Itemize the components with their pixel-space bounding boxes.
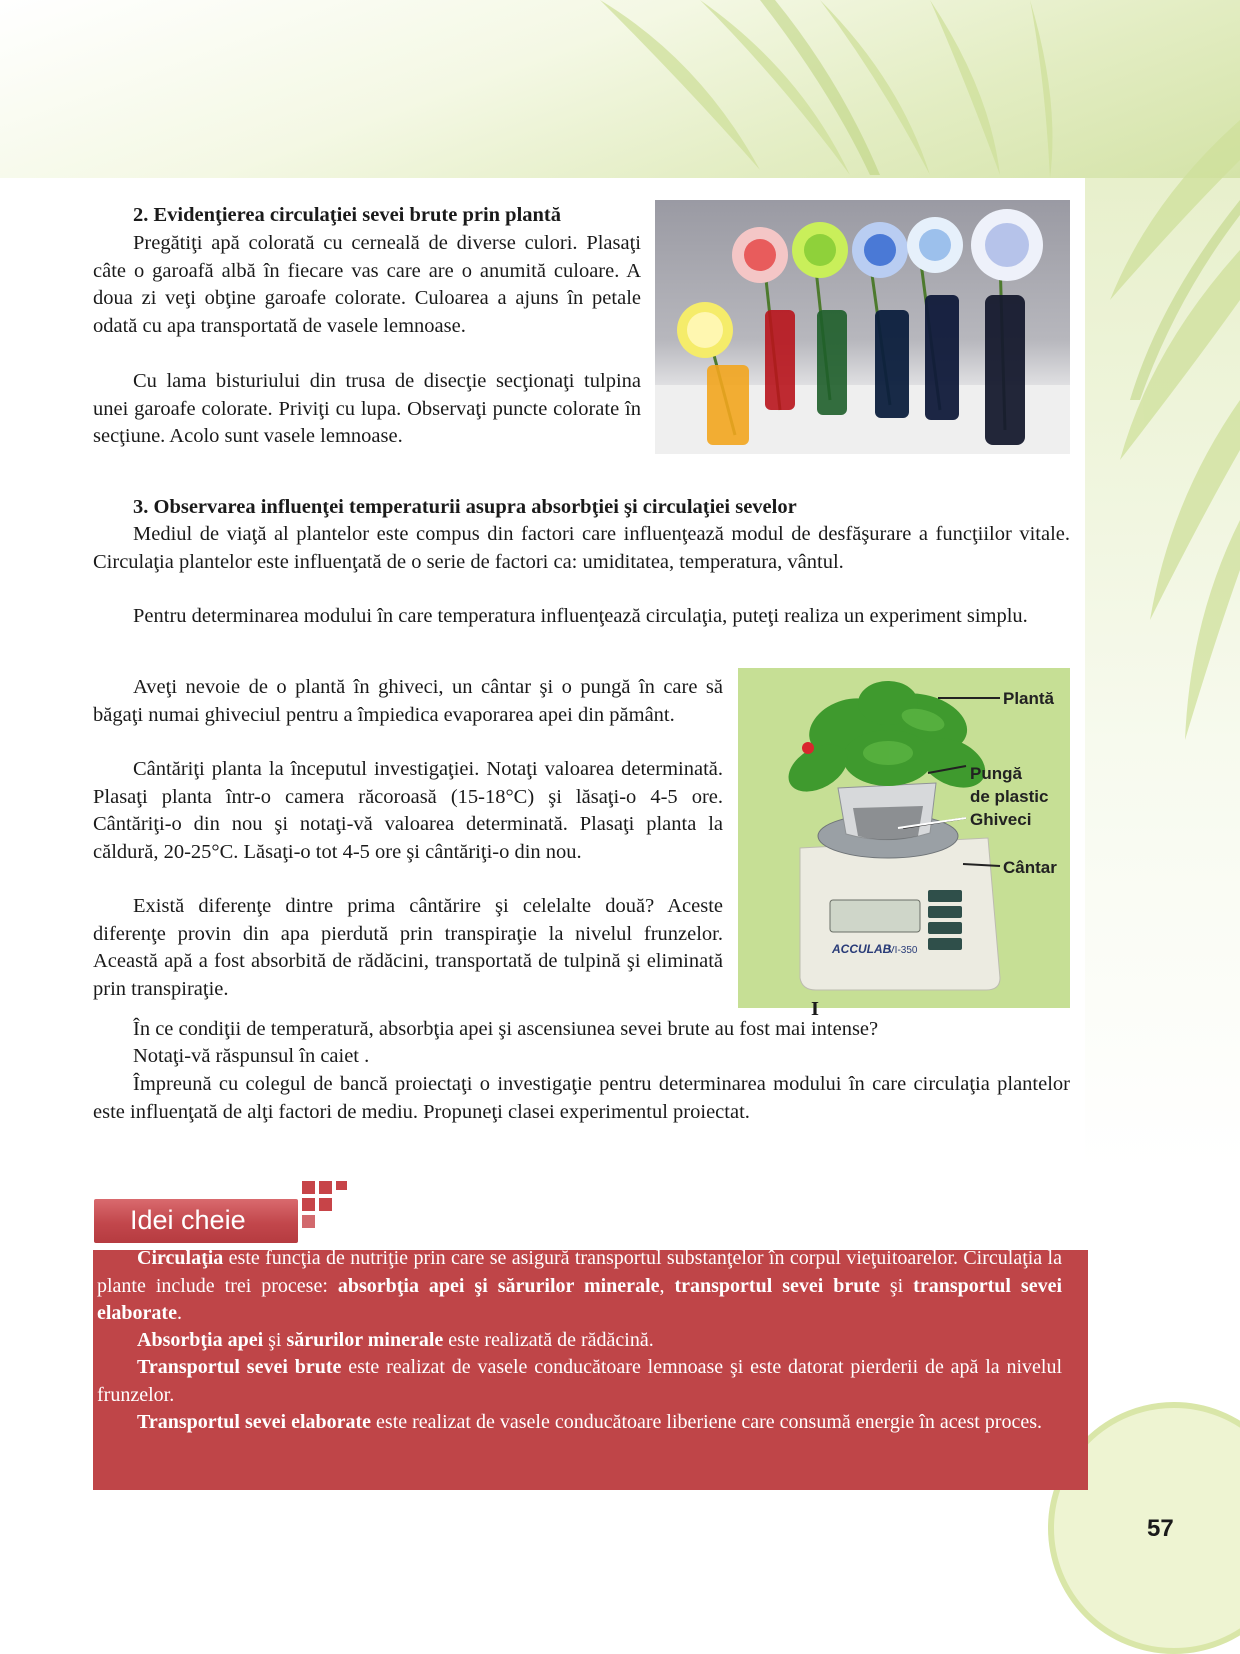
section2-paragraph-1: Pregătiţi apă colorată cu cerneală de diverse culori. Plasaţi câte o garoafă albă în fiecare vas care are o anumită culoare. A doua zi veţi obţine garoafe colorate. Culoarea a ajuns în petale odată cu apa transportată de vasele lemnoase. (93, 232, 641, 337)
black-vase (985, 295, 1025, 445)
key-idea-4: Transportul sevei elaborate este realizat de vasele conducătoare liberiene care consumă energie în acest proces. (137, 1411, 1042, 1433)
section3-heading: 3. Observarea influenţei temperaturii asupra absorbţiei şi circulaţiei sevelor (133, 496, 797, 518)
key-ideas-title: Idei cheie (130, 1205, 246, 1235)
section3-question: În ce condiţii de temperatură, absorbţia apei şi ascensiunea sevei brute au fost mai intense? (133, 1018, 879, 1040)
label-pot: Ghiveci (970, 810, 1032, 829)
section3-paragraph-1: Mediul de viaţă al plantelor este compus din factori care influenţează modul de desfăşurare a funcţiilor vitale. Circulaţia plantelor este influenţată de o serie de factori ca: umiditatea, temperatura, vântul. (93, 523, 1070, 573)
section3-paragraph-4: Cântăriţi planta la începutul investigaţiei. Notaţi valoarea determinată. Plasaţi planta într-o camera răcoroasă (15-18°C) şi lăsaţi-o 4-5 ore. Cântăriţi-o din nou şi notaţi-vă valoarea determinată. Plasaţi planta la căldură, 20-25°C. Lăsaţi-o tot 4-5 ore şi cântăriţi-o din nou. (93, 758, 723, 863)
tab-decor-square (302, 1215, 315, 1228)
plant-scale-photo (738, 668, 1070, 1008)
section3-note: Notaţi-vă răspunsul în caiet . (133, 1045, 370, 1067)
carnations-photo (655, 200, 1070, 454)
tab-decor-square (336, 1181, 347, 1190)
flower-bud (802, 742, 814, 754)
red-vase (765, 310, 795, 410)
dark-blue-vase (925, 295, 959, 420)
tab-decor-square (302, 1181, 315, 1194)
section3-paragraph-6: Împreună cu colegul de bancă proiectaţi o investigaţie pentru determinarea modului în care circulaţia plantelor este influenţată de alţi factori de mediu. Propuneţi clasei experimentul proiectat. (93, 1073, 1070, 1123)
page-number: 57 (1147, 1515, 1174, 1542)
blue-vase (875, 310, 909, 418)
section2-paragraph-2: Cu lama bisturiului din trusa de disecţie secţionaţi tulpina unei garoafe colorate. Priviţi cu lupa. Observaţi puncte colorate în secţiune. Acolo sunt vasele lemnoase. (93, 370, 641, 447)
scale-brand: ACCULAB (832, 942, 892, 956)
label-bag-line1: Pungă (970, 764, 1022, 783)
key-idea-3: Transportul sevei brute este realizat de vasele conducătoare lemnoase şi este datorat pierderii de apă la nivelul frunzelor. (97, 1356, 1063, 1406)
key-idea-1: Circulaţia este funcţia de nutriţie prin care se asigură transportul substanţelor în corpul vieţuitoarelor. Circulaţia la plante include trei procese: absorbţia apei şi sărurilor minerale, transportul sevei brute şi transportul sevei elaborate. (97, 1247, 1063, 1324)
figure-marker: I (811, 998, 819, 1020)
label-scale: Cântar (1003, 858, 1057, 877)
orange-vase (707, 365, 749, 445)
tab-decor-square (319, 1198, 332, 1211)
key-ideas-tab (94, 1199, 298, 1243)
key-idea-2: Absorbţia apei şi sărurilor minerale este realizată de rădăcină. (137, 1329, 654, 1351)
scale-model: VI-350 (888, 945, 918, 956)
section3-paragraph-3: Aveţi nevoie de o plantă în ghiveci, un cântar şi o pungă în care să băgaţi numai ghiveciul pentru a împiedica evaporarea apei din pământ. (93, 676, 723, 726)
label-plant: Plantă (1003, 689, 1055, 708)
pot (853, 806, 923, 840)
section2-heading: 2. Evidenţierea circulaţiei sevei brute prin plantă (133, 204, 561, 226)
section3-paragraph-5: Există diferenţe dintre prima cântărire şi celelalte două? Aceste diferenţe provin din apa pierdută prin transpiraţie la nivelul frunzelor. Această apă a fost absorbită de rădăcini, transportată de tulpină şi eliminată prin transpiraţie. (93, 895, 723, 1000)
tab-decor-square (319, 1181, 332, 1194)
label-bag-line2: de plastic (970, 787, 1049, 806)
scale-display (830, 900, 920, 932)
tab-decor-square (302, 1198, 315, 1211)
key-ideas-box (93, 1247, 1088, 1490)
section3-paragraph-2: Pentru determinarea modului în care temperatura influenţează circulaţia, puteţi realiza un experiment simplu. (133, 605, 1028, 627)
green-vase (817, 310, 847, 415)
